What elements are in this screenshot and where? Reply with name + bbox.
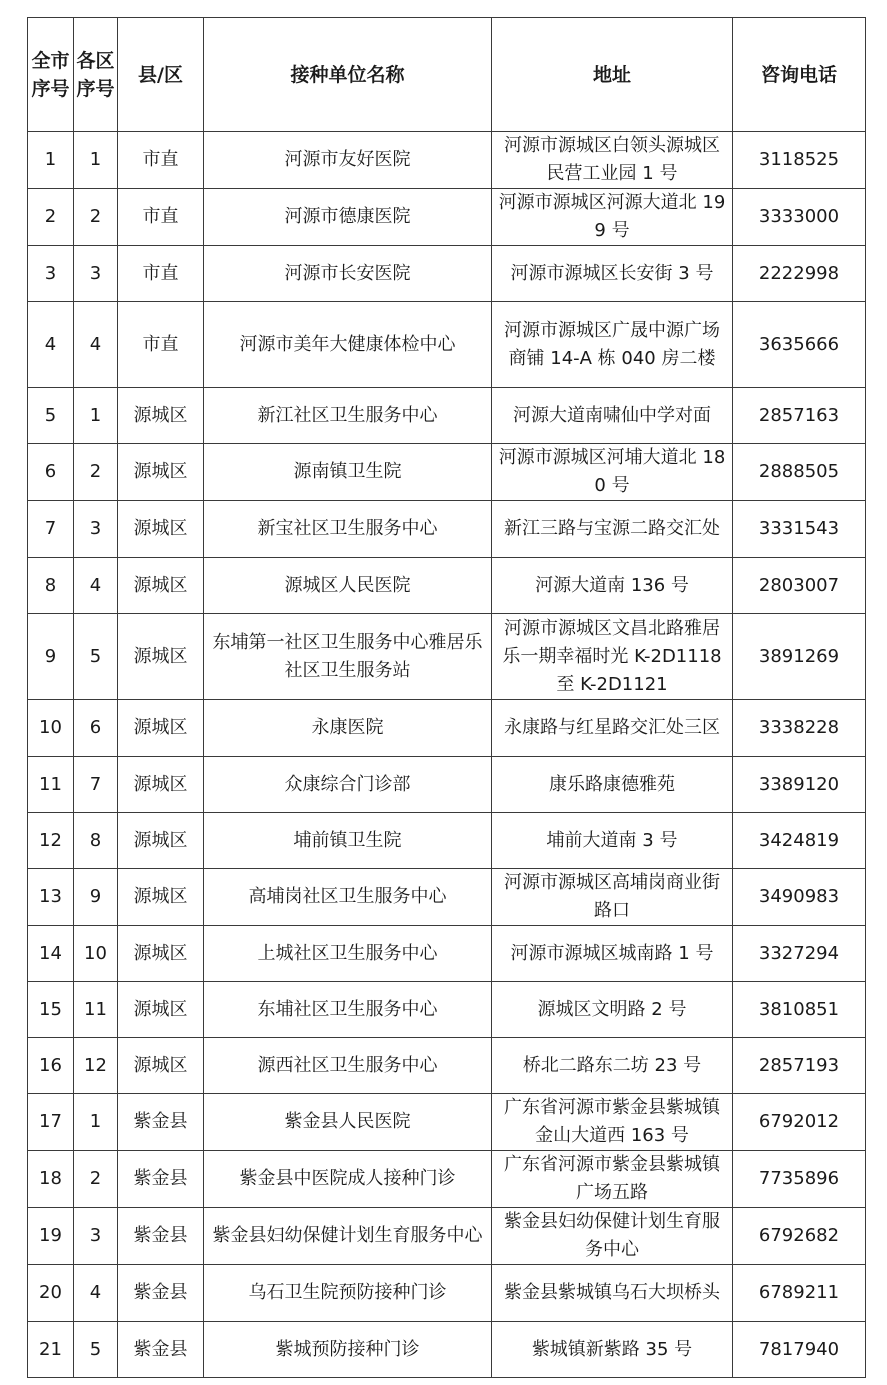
cell-county: 源城区	[118, 982, 204, 1038]
table-row	[28, 869, 866, 926]
cell-city-seq: 3	[28, 246, 74, 302]
cell-county: 源城区	[118, 444, 204, 501]
cell-district-seq: 3	[74, 246, 118, 302]
cell-phone: 3635666	[733, 302, 866, 388]
cell-city-seq: 8	[28, 558, 74, 614]
cell-unit-name: 紫城预防接种门诊	[204, 1322, 492, 1378]
cell-phone: 3327294	[733, 926, 866, 982]
cell-address: 埔前大道南 3 号	[492, 813, 733, 869]
cell-address: 河源市源城区河埔大道北 180 号	[492, 444, 733, 501]
cell-address: 河源市源城区文昌北路雅居乐一期幸福时光 K-2D1118 至 K-2D1121	[492, 614, 733, 700]
cell-county: 紫金县	[118, 1265, 204, 1322]
cell-district-seq: 1	[74, 388, 118, 444]
cell-unit-name: 紫金县中医院成人接种门诊	[204, 1151, 492, 1208]
cell-city-seq: 11	[28, 757, 74, 813]
cell-address: 新江三路与宝源二路交汇处	[492, 501, 733, 558]
cell-address: 河源市源城区高埔岗商业街路口	[492, 869, 733, 926]
cell-district-seq: 4	[74, 1265, 118, 1322]
table-row	[28, 132, 866, 189]
cell-address: 康乐路康德雅苑	[492, 757, 733, 813]
cell-address: 紫城镇新紫路 35 号	[492, 1322, 733, 1378]
vaccination-sites-table	[27, 17, 866, 1378]
cell-address: 河源大道南 136 号	[492, 558, 733, 614]
cell-unit-name: 河源市友好医院	[204, 132, 492, 189]
cell-address: 河源大道南啸仙中学对面	[492, 388, 733, 444]
cell-phone: 2888505	[733, 444, 866, 501]
cell-phone: 6789211	[733, 1265, 866, 1322]
cell-phone: 3424819	[733, 813, 866, 869]
cell-city-seq: 20	[28, 1265, 74, 1322]
cell-address: 源城区文明路 2 号	[492, 982, 733, 1038]
cell-phone: 3389120	[733, 757, 866, 813]
cell-unit-name: 东埔社区卫生服务中心	[204, 982, 492, 1038]
cell-district-seq: 11	[74, 982, 118, 1038]
cell-unit-name: 高埔岗社区卫生服务中心	[204, 869, 492, 926]
cell-unit-name: 紫金县人民医院	[204, 1094, 492, 1151]
cell-unit-name: 众康综合门诊部	[204, 757, 492, 813]
cell-address: 河源市源城区长安街 3 号	[492, 246, 733, 302]
cell-unit-name: 河源市长安医院	[204, 246, 492, 302]
table-row	[28, 558, 866, 614]
cell-address: 桥北二路东二坊 23 号	[492, 1038, 733, 1094]
cell-phone: 2857193	[733, 1038, 866, 1094]
cell-county: 源城区	[118, 501, 204, 558]
cell-address: 永康路与红星路交汇处三区	[492, 700, 733, 757]
cell-district-seq: 2	[74, 189, 118, 246]
cell-district-seq: 3	[74, 501, 118, 558]
cell-phone: 7735896	[733, 1151, 866, 1208]
cell-city-seq: 7	[28, 501, 74, 558]
cell-phone: 6792682	[733, 1208, 866, 1265]
cell-city-seq: 17	[28, 1094, 74, 1151]
cell-city-seq: 19	[28, 1208, 74, 1265]
cell-unit-name: 东埔第一社区卫生服务中心雅居乐社区卫生服务站	[204, 614, 492, 700]
cell-phone: 7817940	[733, 1322, 866, 1378]
cell-city-seq: 14	[28, 926, 74, 982]
table-header-row	[28, 18, 866, 132]
cell-unit-name: 上城社区卫生服务中心	[204, 926, 492, 982]
cell-district-seq: 1	[74, 1094, 118, 1151]
cell-phone: 2803007	[733, 558, 866, 614]
table-row	[28, 1038, 866, 1094]
cell-district-seq: 8	[74, 813, 118, 869]
cell-county: 源城区	[118, 869, 204, 926]
cell-address: 河源市源城区城南路 1 号	[492, 926, 733, 982]
cell-district-seq: 2	[74, 444, 118, 501]
cell-unit-name: 新宝社区卫生服务中心	[204, 501, 492, 558]
cell-county: 紫金县	[118, 1094, 204, 1151]
cell-city-seq: 15	[28, 982, 74, 1038]
header-county: 县/区	[118, 18, 204, 132]
table-row	[28, 302, 866, 388]
header-phone: 咨询电话	[733, 18, 866, 132]
cell-unit-name: 乌石卫生院预防接种门诊	[204, 1265, 492, 1322]
cell-district-seq: 3	[74, 1208, 118, 1265]
cell-address: 河源市源城区河源大道北 199 号	[492, 189, 733, 246]
cell-county: 市直	[118, 302, 204, 388]
header-address: 地址	[492, 18, 733, 132]
cell-phone: 2857163	[733, 388, 866, 444]
cell-county: 源城区	[118, 757, 204, 813]
cell-county: 源城区	[118, 1038, 204, 1094]
cell-unit-name: 新江社区卫生服务中心	[204, 388, 492, 444]
table-row	[28, 926, 866, 982]
cell-county: 市直	[118, 246, 204, 302]
table-row	[28, 501, 866, 558]
cell-city-seq: 13	[28, 869, 74, 926]
cell-city-seq: 5	[28, 388, 74, 444]
cell-district-seq: 5	[74, 1322, 118, 1378]
cell-phone: 3118525	[733, 132, 866, 189]
cell-phone: 3333000	[733, 189, 866, 246]
cell-county: 源城区	[118, 700, 204, 757]
header-district-seq: 各区序号	[74, 18, 118, 132]
table-row	[28, 388, 866, 444]
table-row	[28, 982, 866, 1038]
cell-address: 紫金县妇幼保健计划生育服务中心	[492, 1208, 733, 1265]
cell-unit-name: 紫金县妇幼保健计划生育服务中心	[204, 1208, 492, 1265]
cell-county: 源城区	[118, 558, 204, 614]
cell-county: 市直	[118, 132, 204, 189]
cell-district-seq: 10	[74, 926, 118, 982]
cell-city-seq: 16	[28, 1038, 74, 1094]
table-row	[28, 1265, 866, 1322]
table-row	[28, 444, 866, 501]
cell-unit-name: 永康医院	[204, 700, 492, 757]
cell-unit-name: 源西社区卫生服务中心	[204, 1038, 492, 1094]
table-row	[28, 1322, 866, 1378]
table-row	[28, 189, 866, 246]
cell-county: 源城区	[118, 926, 204, 982]
cell-district-seq: 7	[74, 757, 118, 813]
cell-phone: 3338228	[733, 700, 866, 757]
cell-phone: 3490983	[733, 869, 866, 926]
cell-county: 源城区	[118, 388, 204, 444]
cell-phone: 6792012	[733, 1094, 866, 1151]
cell-phone: 3331543	[733, 501, 866, 558]
cell-city-seq: 6	[28, 444, 74, 501]
cell-phone: 3810851	[733, 982, 866, 1038]
cell-district-seq: 12	[74, 1038, 118, 1094]
cell-address: 广东省河源市紫金县紫城镇广场五路	[492, 1151, 733, 1208]
cell-unit-name: 河源市德康医院	[204, 189, 492, 246]
cell-county: 源城区	[118, 614, 204, 700]
table-row	[28, 1151, 866, 1208]
cell-address: 河源市源城区白领头源城区民营工业园 1 号	[492, 132, 733, 189]
cell-city-seq: 21	[28, 1322, 74, 1378]
table-row	[28, 614, 866, 700]
cell-county: 紫金县	[118, 1151, 204, 1208]
cell-address: 紫金县紫城镇乌石大坝桥头	[492, 1265, 733, 1322]
cell-city-seq: 10	[28, 700, 74, 757]
cell-city-seq: 18	[28, 1151, 74, 1208]
cell-district-seq: 5	[74, 614, 118, 700]
table-row	[28, 813, 866, 869]
cell-phone: 3891269	[733, 614, 866, 700]
cell-city-seq: 1	[28, 132, 74, 189]
table-row	[28, 700, 866, 757]
table-row	[28, 1208, 866, 1265]
cell-address: 广东省河源市紫金县紫城镇金山大道西 163 号	[492, 1094, 733, 1151]
cell-unit-name: 河源市美年大健康体检中心	[204, 302, 492, 388]
cell-city-seq: 2	[28, 189, 74, 246]
cell-unit-name: 源南镇卫生院	[204, 444, 492, 501]
header-unit-name: 接种单位名称	[204, 18, 492, 132]
cell-district-seq: 9	[74, 869, 118, 926]
cell-district-seq: 4	[74, 302, 118, 388]
cell-city-seq: 12	[28, 813, 74, 869]
table-row	[28, 757, 866, 813]
cell-county: 紫金县	[118, 1208, 204, 1265]
cell-district-seq: 2	[74, 1151, 118, 1208]
cell-phone: 2222998	[733, 246, 866, 302]
cell-county: 市直	[118, 189, 204, 246]
cell-unit-name: 源城区人民医院	[204, 558, 492, 614]
cell-county: 紫金县	[118, 1322, 204, 1378]
cell-city-seq: 9	[28, 614, 74, 700]
header-city-seq: 全市序号	[28, 18, 74, 132]
cell-city-seq: 4	[28, 302, 74, 388]
cell-district-seq: 6	[74, 700, 118, 757]
table-row	[28, 1094, 866, 1151]
cell-district-seq: 4	[74, 558, 118, 614]
cell-address: 河源市源城区广晟中源广场商铺 14-A 栋 040 房二楼	[492, 302, 733, 388]
cell-county: 源城区	[118, 813, 204, 869]
cell-district-seq: 1	[74, 132, 118, 189]
cell-unit-name: 埔前镇卫生院	[204, 813, 492, 869]
table-row	[28, 246, 866, 302]
